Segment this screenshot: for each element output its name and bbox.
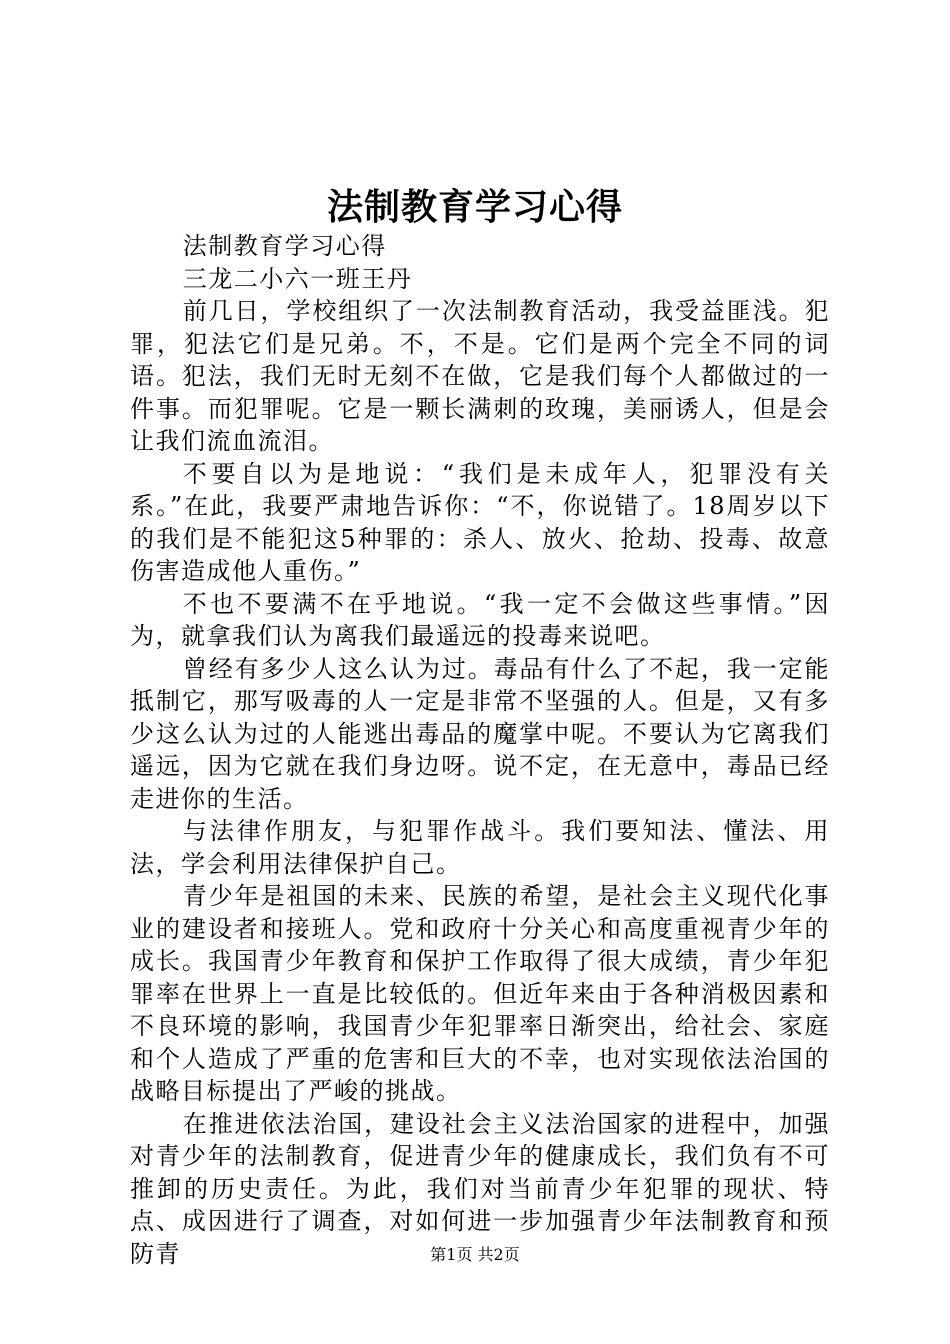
paragraph: 不也不要满不在乎地说。“我一定不会做这些事情。”因为，就拿我们认为离我们最遥远的投毒来说吧。 xyxy=(130,589,830,650)
paragraph: 不要自以为是地说：“我们是未成年人，犯罪没有关系。”在此，我要严肃地告诉你：“不，你说错了。18周岁以下的我们是不能犯这5种罪的：杀人、放火、抢劫、投毒、故意伤害造成他人重伤。” xyxy=(130,459,830,585)
paragraph: 与法律作朋友，与犯罪作战斗。我们要知法、懂法、用法，学会利用法律保护自己。 xyxy=(130,817,830,878)
document-body xyxy=(130,230,830,1270)
paragraph-subtitle: 法制教育学习心得 xyxy=(182,232,387,260)
paragraph: 青少年是祖国的未来、民族的希望，是社会主义现代化事业的建设者和接班人。党和政府十分关心和高度重视青少年的成长。我国青少年教育和保护工作取得了很大成绩，青少年犯罪率在世界上一直是比较低的。但近年来由于各种消极因素和不良环境的影响，我国青少年犯罪率日渐突出，给社会、家庭和个人造成了严重的危害和巨大的不幸，也对实现依法治国的战略目标提出了严峻的挑战。 xyxy=(130,882,830,1105)
paragraph: 前几日，学校组织了一次法制教育活动，我受益匪浅。犯罪，犯法它们是兄弟。不，不是。它们是两个完全不同的词语。犯法，我们无时无刻不在做，它是我们每个人都做过的一件事。而犯罪呢。它是一颗长满刺的玫瑰，美丽诱人，但是会让我们流血流泪。 xyxy=(130,297,830,455)
page-number-footer: 第1页 共2页 xyxy=(430,1245,520,1264)
document-title: 法制教育学习心得 xyxy=(326,186,623,228)
paragraph: 在推进依法治国，建设社会主义法治国家的进程中，加强对青少年的法制教育，促进青少年的健康成长，我们负有不可推卸的历史责任。为此，我们对当前青少年犯罪的现状、特点、成因进行了调查，对如何进一步加强青少年法制教育和预防青 xyxy=(130,1109,830,1268)
paragraph-author: 三龙二小六一班王丹 xyxy=(182,264,413,293)
paragraph: 曾经有多少人这么认为过。毒品有什么了不起，我一定能抵制它，那写吸毒的人一定是非常不坚强的人。但是，又有多少这么认为过的人能逃出毒品的魔掌中呢。不要认为它离我们遥远，因为它就在我们身边呀。说不定，在无意中，毒品已经走进你的生活。 xyxy=(130,654,830,813)
